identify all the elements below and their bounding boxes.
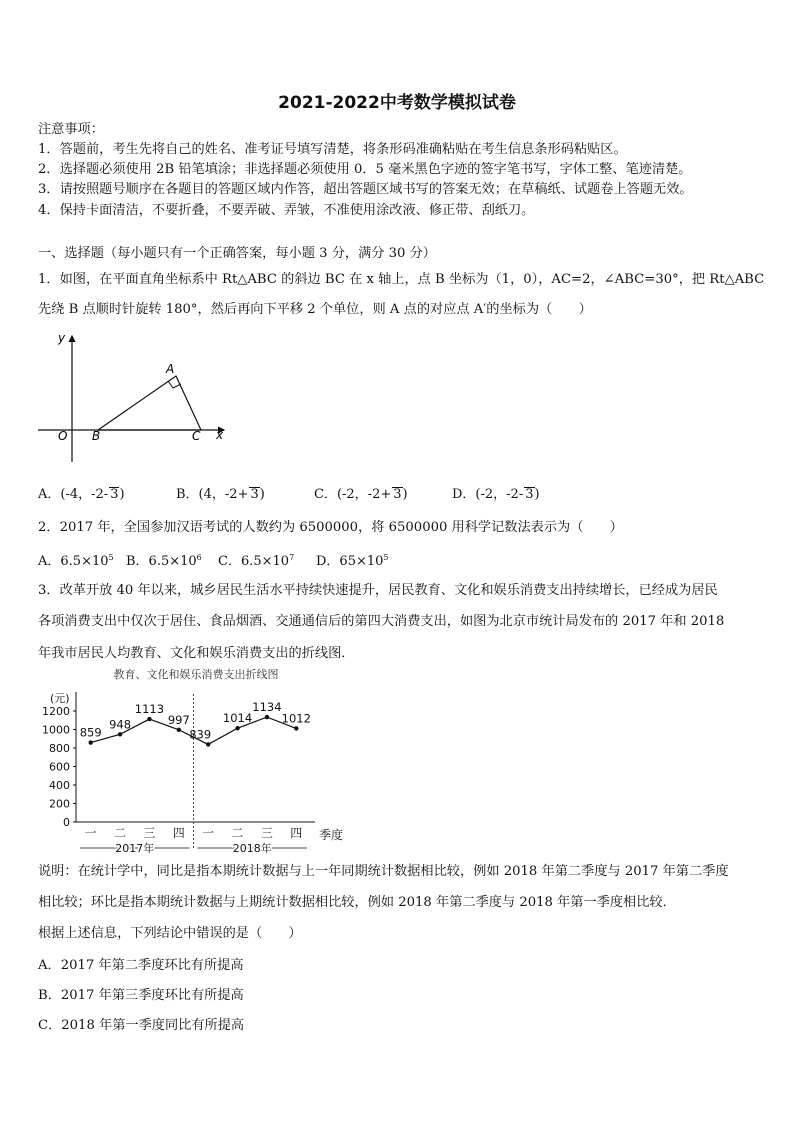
q2-option-b[interactable]: B．$6.5\times 10^6$: [126, 553, 202, 569]
notice-item-1: 1．答题前，考生先将自己的姓名、准考证号填写清楚，将条形码准确粘贴在考生信息条形码粘贴区。: [38, 142, 627, 157]
data-label: 1113: [134, 702, 165, 717]
q1-text-line2: 先绕 B 点顺时针旋转 180°，然后再向下平移 2 个单位，则 A 点的对应点 A′的坐标为（ ）: [38, 302, 592, 317]
label-x: x: [216, 428, 224, 442]
notice-item-3: 3．请按照题号顺序在各题目的答题区域内作答，超出答题区域书写的答案无效；在草稿纸、试题卷上答题无效。: [38, 182, 693, 197]
group-label: 2017年: [115, 842, 155, 854]
label-b: B: [92, 429, 101, 443]
q1-option-c[interactable]: C．(-2，-2+ 3): [314, 487, 408, 502]
q3-note-line2: 相比较；环比是指本期统计数据与上期统计数据相比较，例如 2018 年第二季度与 2018 年第一季度相比较．: [38, 895, 676, 910]
data-label: 948: [109, 717, 132, 732]
q1-figure: [36, 330, 236, 470]
q1-text-line1: 1．如图，在平面直角坐标系中 Rt△ABC 的斜边 BC 在 x 轴上，点 B 坐标为（1，0），AC=2，∠ABC=30°，把 Rt△ABC: [38, 272, 765, 287]
data-point: [206, 742, 210, 746]
q1-option-b[interactable]: B．(4，-2+ 3): [176, 487, 265, 502]
chart-title: 教育、文化和娱乐消费支出折线图: [113, 668, 279, 681]
y-tick-label: 800: [49, 742, 70, 755]
y-tick-label: 1200: [42, 705, 70, 718]
x-tick-label: 四: [290, 826, 303, 840]
x-tick-label: 一: [84, 826, 97, 840]
q3-option-a[interactable]: A．2017 年第二季度环比有所提高: [38, 958, 244, 973]
x-tick-label: 四: [172, 826, 185, 840]
data-label: 839: [189, 727, 212, 742]
data-label: 1012: [281, 711, 311, 726]
q2-option-a[interactable]: A．$6.5\times 10^5$: [38, 553, 114, 569]
q3-text-line1: 3．改革开放 40 年以来，城乡居民生活水平持续快速提升，居民教育、文化和娱乐消费支出持续增长，已经成为居民: [38, 583, 718, 598]
data-label: 1134: [252, 700, 282, 715]
x-tick-label: 二: [114, 826, 127, 840]
data-point: [177, 728, 181, 732]
y-tick-label: 600: [49, 760, 70, 774]
label-a: A: [166, 362, 175, 376]
x-tick-label: 一: [202, 826, 215, 840]
section-heading: 一、选择题（每小题只有一个正确答案，每小题 3 分，满分 30 分）: [38, 246, 436, 261]
data-label: 1014: [222, 711, 253, 726]
y-tick-label: 1000: [42, 723, 70, 737]
data-point: [118, 732, 122, 736]
q3-option-c[interactable]: C．2018 年第一季度同比有所提高: [38, 1018, 245, 1033]
q2-option-c[interactable]: C．$6.5\times 10^7$: [218, 553, 295, 569]
label-c: C: [192, 429, 201, 443]
data-label: 859: [79, 725, 102, 740]
q1-option-a[interactable]: A．(-4，-2- 3): [38, 487, 125, 502]
q1-option-d[interactable]: D．(-2，-2- 3): [452, 487, 540, 502]
x-tick-label: 三: [260, 826, 273, 840]
page-title: 2021-2022中考数学模拟试卷: [278, 93, 516, 113]
q2-text: 2．2017 年，全国参加汉语考试的人数约为 6500000，将 6500000 用科学记数法表示为（ ）: [38, 520, 623, 535]
q3-line-chart: [36, 664, 356, 854]
data-point: [88, 740, 92, 744]
y-tick-label: 400: [49, 779, 70, 792]
notice-item-2: 2．选择题必须使用 2B 铅笔填涂；非选择题必须使用 0．5 毫米黑色字迹的签字笔书写，字体工整、笔迹清楚。: [38, 162, 692, 177]
y-tick-label: 0: [63, 816, 70, 829]
triangle-abc: [98, 376, 201, 430]
label-o: O: [58, 429, 68, 443]
label-y: y: [58, 331, 66, 345]
q2-option-d[interactable]: D．$65\times 10^5$: [316, 553, 389, 569]
data-point: [147, 717, 151, 721]
q3-question: 根据上述信息，下列结论中错误的是（ ）: [38, 926, 302, 941]
data-label: 997: [167, 712, 190, 727]
data-point: [235, 726, 239, 730]
group-label: 2018年: [232, 842, 272, 854]
x-tick-label: 二: [231, 826, 244, 840]
x-tick-label: 三: [143, 826, 156, 840]
q3-text-line3: 年我市居民人均教育、文化和娱乐消费支出的折线图．: [38, 646, 355, 661]
q3-text-line2: 各项消费支出中仅次于居住、食品烟酒、交通通信后的第四大消费支出，如图为北京市统计局发布的 2017 年和 2018: [38, 614, 725, 629]
notice-item-4: 4．保持卡面清洁，不要折叠，不要弄破、弄皱，不准使用涂改液、修正带、刮纸刀。: [38, 203, 535, 218]
data-point: [294, 726, 298, 730]
chart-x-label: 季度: [319, 828, 344, 842]
notice-heading: 注意事项：: [38, 122, 104, 137]
y-tick-label: 200: [49, 797, 70, 811]
q3-option-b[interactable]: B．2017 年第三季度环比有所提高: [38, 988, 244, 1003]
q3-note-line1: 说明：在统计学中，同比是指本期统计数据与上一年同期统计数据相比较，例如 2018 年第二季度与 2017 年第二季度: [38, 864, 729, 879]
chart-y-unit: (元): [50, 692, 70, 705]
data-point: [265, 715, 269, 719]
